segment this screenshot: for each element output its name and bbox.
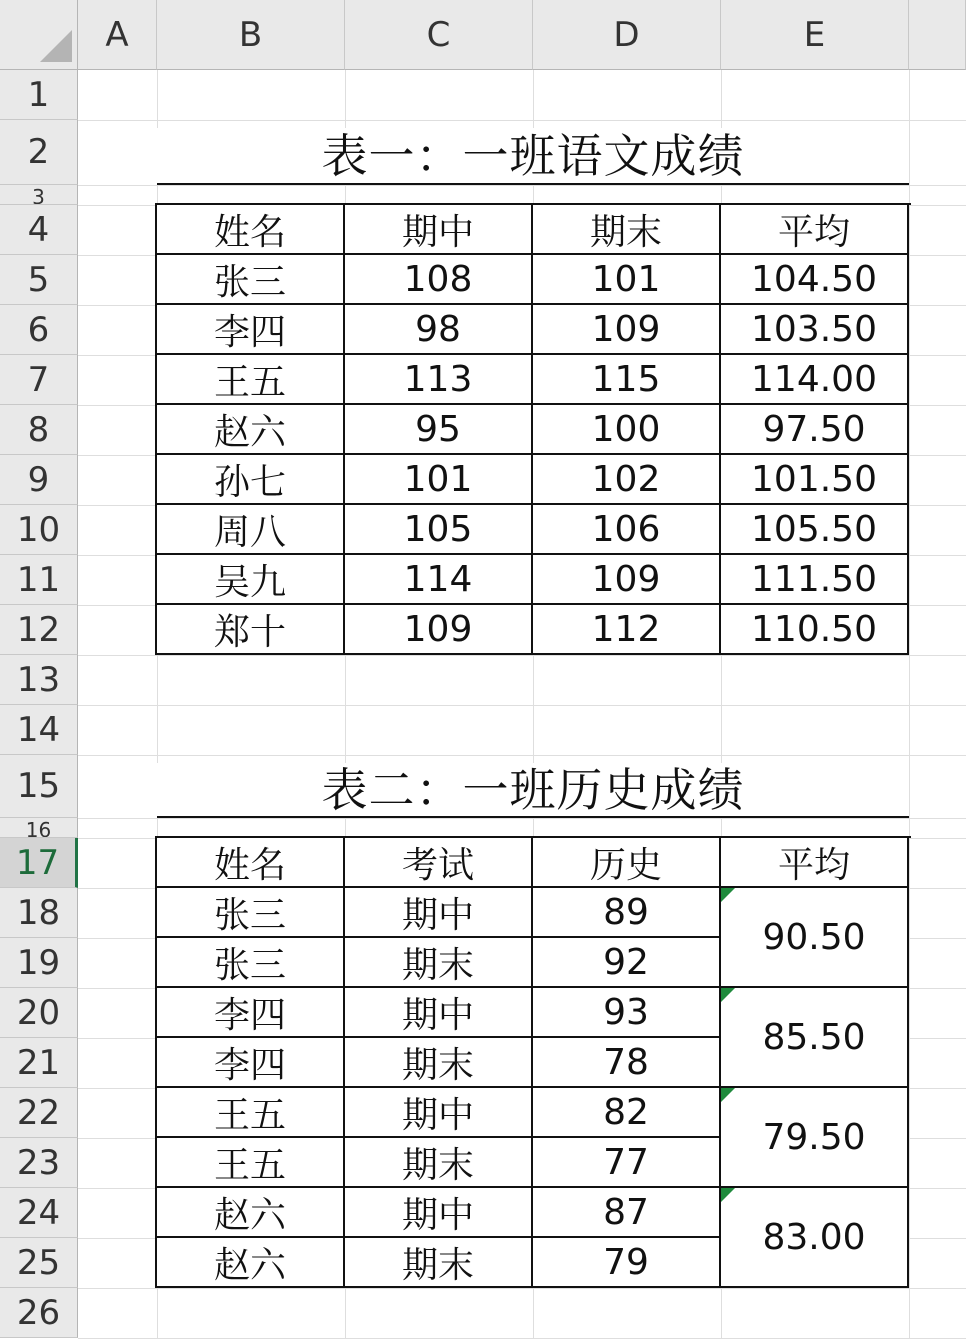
error-indicator-triangle-icon bbox=[721, 988, 735, 1002]
table1-title: 表一：一班语文成绩 bbox=[157, 128, 909, 185]
table2-data-cell[interactable]: 期末 bbox=[345, 1138, 533, 1188]
row-header-23[interactable]: 23 bbox=[0, 1138, 78, 1188]
row-header-13[interactable]: 13 bbox=[0, 655, 78, 705]
table1-data-cell[interactable]: 114 bbox=[345, 555, 533, 605]
column-header-b[interactable]: B bbox=[157, 0, 345, 70]
table1-data-cell[interactable]: 赵六 bbox=[157, 405, 345, 455]
gridline-horizontal bbox=[78, 1288, 966, 1289]
table1-data-cell[interactable]: 101 bbox=[533, 255, 721, 305]
table2-data-cell[interactable]: 期末 bbox=[345, 938, 533, 988]
row-header-17[interactable]: 17 bbox=[0, 838, 78, 888]
table2-data-cell[interactable]: 77 bbox=[533, 1138, 721, 1188]
table1-data-cell[interactable]: 张三 bbox=[157, 255, 345, 305]
row-header-7[interactable]: 7 bbox=[0, 355, 78, 405]
table1-data-cell[interactable]: 109 bbox=[345, 605, 533, 655]
table1-data-cell[interactable]: 109 bbox=[533, 305, 721, 355]
table1-data-cell[interactable]: 111.50 bbox=[721, 555, 909, 605]
table1-data-cell[interactable]: 104.50 bbox=[721, 255, 909, 305]
table2-data-cell[interactable]: 期中 bbox=[345, 888, 533, 938]
table2-title-underline bbox=[157, 816, 909, 818]
table2-data-cell[interactable]: 李四 bbox=[157, 1038, 345, 1088]
error-indicator-triangle-icon bbox=[721, 1188, 735, 1202]
select-all-triangle-icon bbox=[40, 30, 72, 62]
table2-data-cell[interactable]: 92 bbox=[533, 938, 721, 988]
table2-data-cell[interactable]: 期末 bbox=[345, 1238, 533, 1288]
table1-data-cell[interactable]: 112 bbox=[533, 605, 721, 655]
gridline-horizontal bbox=[78, 185, 966, 186]
error-indicator-triangle-icon bbox=[721, 1088, 735, 1102]
row-header-14[interactable]: 14 bbox=[0, 705, 78, 755]
table2-data-cell[interactable]: 期中 bbox=[345, 1188, 533, 1238]
table1-data-cell[interactable]: 105.50 bbox=[721, 505, 909, 555]
gridline-horizontal bbox=[78, 120, 966, 121]
table2-data-cell[interactable]: 78 bbox=[533, 1038, 721, 1088]
table1-header-cell[interactable]: 姓名 bbox=[157, 205, 345, 255]
table1-data-cell[interactable]: 109 bbox=[533, 555, 721, 605]
table2-data-cell[interactable]: 93 bbox=[533, 988, 721, 1038]
row-header-22[interactable]: 22 bbox=[0, 1088, 78, 1138]
row-header-10[interactable]: 10 bbox=[0, 505, 78, 555]
table2-data-cell[interactable]: 王五 bbox=[157, 1088, 345, 1138]
row-header-19[interactable]: 19 bbox=[0, 938, 78, 988]
table2-data-cell[interactable]: 期中 bbox=[345, 1088, 533, 1138]
row-header-5[interactable]: 5 bbox=[0, 255, 78, 305]
table2-data-cell[interactable]: 赵六 bbox=[157, 1188, 345, 1238]
table1-data-cell[interactable]: 孙七 bbox=[157, 455, 345, 505]
row-header-16[interactable]: 16 bbox=[0, 818, 78, 838]
column-header-d[interactable]: D bbox=[533, 0, 721, 70]
table1-data-cell[interactable]: 王五 bbox=[157, 355, 345, 405]
table2-header-cell[interactable]: 平均 bbox=[721, 838, 909, 888]
column-header-a[interactable]: A bbox=[78, 0, 157, 70]
table2-merged-average-cell[interactable]: 79.50 bbox=[721, 1088, 909, 1188]
table1-data-cell[interactable]: 110.50 bbox=[721, 605, 909, 655]
row-header-1[interactable]: 1 bbox=[0, 70, 78, 120]
table1-data-cell[interactable]: 105 bbox=[345, 505, 533, 555]
table1-data-cell[interactable]: 101.50 bbox=[721, 455, 909, 505]
table2-data-cell[interactable]: 张三 bbox=[157, 938, 345, 988]
table1-data-cell[interactable]: 郑十 bbox=[157, 605, 345, 655]
table1-data-cell[interactable]: 101 bbox=[345, 455, 533, 505]
table1-data-cell[interactable]: 102 bbox=[533, 455, 721, 505]
table2-data-cell[interactable]: 期末 bbox=[345, 1038, 533, 1088]
row-header-21[interactable]: 21 bbox=[0, 1038, 78, 1088]
table2-data-cell[interactable]: 张三 bbox=[157, 888, 345, 938]
row-header-24[interactable]: 24 bbox=[0, 1188, 78, 1238]
row-header-8[interactable]: 8 bbox=[0, 405, 78, 455]
table1-data-cell[interactable]: 115 bbox=[533, 355, 721, 405]
table2-data-cell[interactable]: 87 bbox=[533, 1188, 721, 1238]
row-header-4[interactable]: 4 bbox=[0, 205, 78, 255]
table2-merged-average-cell[interactable]: 90.50 bbox=[721, 888, 909, 988]
table1-data-cell[interactable]: 98 bbox=[345, 305, 533, 355]
table1-data-cell[interactable]: 103.50 bbox=[721, 305, 909, 355]
gridline-horizontal bbox=[78, 818, 966, 819]
table1-data-cell[interactable]: 吴九 bbox=[157, 555, 345, 605]
table2-merged-average-cell[interactable]: 83.00 bbox=[721, 1188, 909, 1288]
column-header-f-partial[interactable] bbox=[909, 0, 966, 70]
gridline-horizontal bbox=[78, 755, 966, 756]
table2-merged-average-cell[interactable]: 85.50 bbox=[721, 988, 909, 1088]
row-header-26[interactable]: 26 bbox=[0, 1288, 78, 1338]
table1-data-cell[interactable]: 113 bbox=[345, 355, 533, 405]
table1-data-cell[interactable]: 108 bbox=[345, 255, 533, 305]
table1-header-cell[interactable]: 期中 bbox=[345, 205, 533, 255]
table1-header-cell[interactable]: 平均 bbox=[721, 205, 909, 255]
table2-data-cell[interactable]: 李四 bbox=[157, 988, 345, 1038]
row-header-25[interactable]: 25 bbox=[0, 1238, 78, 1288]
table2-data-cell[interactable]: 王五 bbox=[157, 1138, 345, 1188]
column-header-c[interactable]: C bbox=[345, 0, 533, 70]
row-header-12[interactable]: 12 bbox=[0, 605, 78, 655]
row-header-9[interactable]: 9 bbox=[0, 455, 78, 505]
error-indicator-triangle-icon bbox=[721, 888, 735, 902]
table1-data-cell[interactable]: 114.00 bbox=[721, 355, 909, 405]
table1-header-cell[interactable]: 期末 bbox=[533, 205, 721, 255]
row-header-11[interactable]: 11 bbox=[0, 555, 78, 605]
row-header-2[interactable]: 2 bbox=[0, 120, 78, 185]
table2-header-cell[interactable]: 历史 bbox=[533, 838, 721, 888]
gridline-horizontal bbox=[78, 655, 966, 656]
table1-data-cell[interactable]: 100 bbox=[533, 405, 721, 455]
table2-header-cell[interactable]: 姓名 bbox=[157, 838, 345, 888]
row-header-15[interactable]: 15 bbox=[0, 755, 78, 818]
row-header-20[interactable]: 20 bbox=[0, 988, 78, 1038]
row-header-3[interactable]: 3 bbox=[0, 185, 78, 205]
table1-data-cell[interactable]: 97.50 bbox=[721, 405, 909, 455]
table2-data-cell[interactable]: 赵六 bbox=[157, 1238, 345, 1288]
table1-title-underline bbox=[157, 183, 909, 185]
gridline-horizontal bbox=[78, 705, 966, 706]
row-header-6[interactable]: 6 bbox=[0, 305, 78, 355]
table2-data-cell[interactable]: 期中 bbox=[345, 988, 533, 1038]
select-all-corner[interactable] bbox=[0, 0, 78, 70]
table1-data-cell[interactable]: 周八 bbox=[157, 505, 345, 555]
table1-data-cell[interactable]: 106 bbox=[533, 505, 721, 555]
table2-header-cell[interactable]: 考试 bbox=[345, 838, 533, 888]
table1-data-cell[interactable]: 李四 bbox=[157, 305, 345, 355]
table2-data-cell[interactable]: 82 bbox=[533, 1088, 721, 1138]
table2-data-cell[interactable]: 89 bbox=[533, 888, 721, 938]
table2-title: 表二：一班历史成绩 bbox=[157, 763, 909, 818]
row-header-18[interactable]: 18 bbox=[0, 888, 78, 938]
table1-data-cell[interactable]: 95 bbox=[345, 405, 533, 455]
table2-data-cell[interactable]: 79 bbox=[533, 1238, 721, 1288]
column-header-e[interactable]: E bbox=[721, 0, 909, 70]
